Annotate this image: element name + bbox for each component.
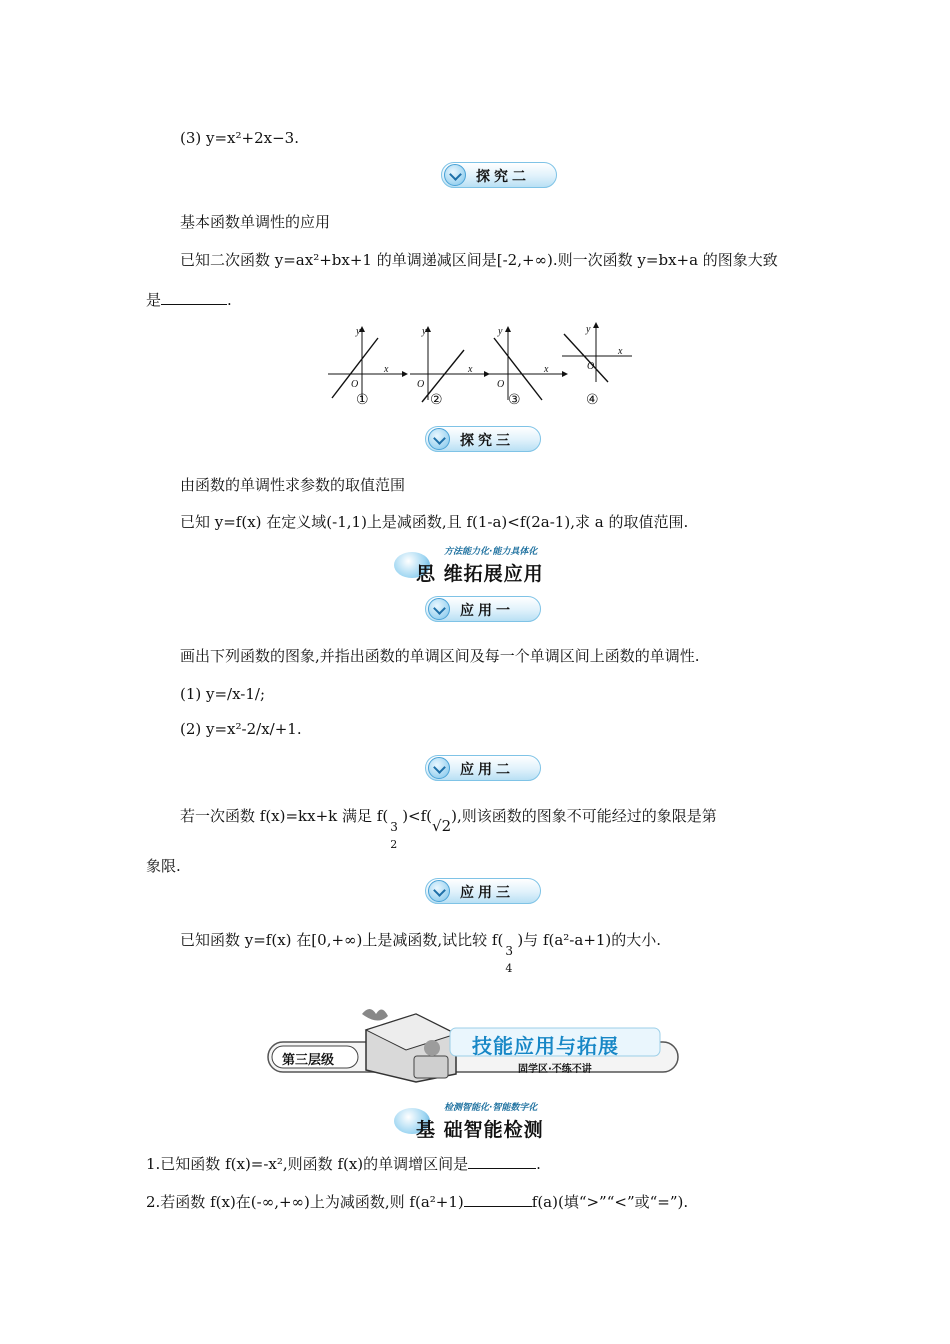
text-fragment: 1.已知函数 f(x)=-x²,则函数 f(x)的单调增区间是 (146, 1155, 469, 1173)
level-three-banner (266, 1000, 686, 1086)
banner-title-rest: 础智能检测 (443, 1119, 544, 1141)
question-text: 已知二次函数 y=ax²+bx+1 的单调递减区间是[-2,+∞).则一次函数 y=bx+a 的图象大致 (180, 251, 778, 269)
chevron-down-icon (428, 757, 450, 779)
chevron-down-icon (428, 880, 450, 902)
answer-blank[interactable] (161, 290, 227, 305)
section-header-label: 应用一 (460, 603, 514, 619)
banner-tagline: 检测智能化·智能数字化 (444, 1103, 538, 1113)
answer-blank[interactable] (468, 1154, 536, 1169)
banner-title (416, 1115, 544, 1142)
section-header-explore-3 (425, 426, 541, 452)
explore-item-3: (3) y=x²+2x−3. (180, 129, 299, 147)
text-fragment: 2.若函数 f(x)在(-∞,+∞)上为减函数,则 f(a²+1) (146, 1193, 464, 1211)
fraction-denominator: 2 (390, 838, 398, 851)
fraction-numerator: 3 (505, 944, 513, 958)
topic-title: 由函数的单调性求参数的取值范围 (180, 476, 406, 494)
question-text-cont (146, 290, 232, 310)
question-text (146, 1192, 688, 1212)
chevron-down-icon (428, 428, 450, 450)
axis-x-label: x (544, 364, 549, 375)
graph-label-2: ② (430, 392, 443, 408)
chevron-down-icon (444, 164, 466, 186)
text-fragment: 若一次函数 f(x)=kx+k 满足 f( (180, 807, 389, 825)
section-header-apply-1 (425, 596, 541, 622)
question-text: 已知 y=f(x) 在定义域(-1,1)上是减函数,且 f(1-a)<f(2a-1),求 a 的取值范围. (180, 513, 689, 531)
section-header-label: 探究二 (476, 169, 530, 185)
level-title: 技能应用与拓展 (472, 1034, 619, 1058)
graph-label-4: ④ (586, 392, 599, 408)
banner-basic-check (394, 1100, 564, 1140)
question-text: 画出下列函数的图象,并指出函数的单调区间及每一个单调区间上函数的单调性. (180, 647, 700, 665)
graph-option-1 (328, 326, 408, 400)
origin-label: O (587, 361, 595, 372)
section-header-label: 探究三 (460, 433, 514, 449)
axis-y-label: y (422, 326, 427, 337)
section-header-label: 应用三 (460, 885, 514, 901)
axis-y-label: y (586, 324, 591, 335)
graph-label-3: ③ (508, 392, 521, 408)
graph-label-1: ① (356, 392, 369, 408)
topic-title: 基本函数单调性的应用 (180, 213, 331, 231)
text-fragment: f(a)(填“>”“<”或“=”). (531, 1193, 689, 1211)
graph-option-3 (488, 326, 568, 400)
answer-blank[interactable] (464, 1192, 532, 1207)
origin-label: O (497, 379, 505, 390)
graph-option-2 (410, 326, 490, 402)
graph-option-4 (562, 322, 632, 382)
text-fragment: . (536, 1155, 541, 1173)
question-text (180, 930, 662, 975)
banner-title-first: 思 (416, 563, 437, 585)
fraction-denominator: 4 (505, 962, 513, 975)
text-fragment: )<f( (402, 807, 433, 825)
section-header-apply-3 (425, 878, 541, 904)
axis-x-label: x (384, 364, 389, 375)
line-graph-options (322, 322, 632, 408)
question-text (180, 806, 717, 851)
section-header-apply-2 (425, 755, 541, 781)
question-text (146, 1154, 541, 1174)
banner-title (416, 559, 544, 586)
banner-title-rest: 维拓展应用 (443, 563, 544, 585)
text-fragment: )与 f(a²-a+1)的大小. (517, 931, 662, 949)
banner-title-first: 基 (416, 1119, 437, 1141)
fraction-numerator: 3 (390, 820, 398, 834)
axis-y-label: y (356, 326, 361, 337)
question-text-cont: 象限. (146, 857, 181, 875)
sqrt-two: √2 (432, 817, 452, 835)
text-fragment: 已知函数 y=f(x) 在[0,+∞)上是减函数,试比较 f( (180, 931, 504, 949)
chevron-down-icon (428, 598, 450, 620)
origin-label: O (351, 379, 359, 390)
level-subtitle: 固学区·不练不讲 (518, 1064, 592, 1075)
axis-x-label: x (468, 364, 473, 375)
text-fragment: ),则该函数的图象不可能经过的象限是第 (451, 807, 717, 825)
section-header-label: 应用二 (460, 762, 514, 778)
sub-question: (2) y=x²-2/x/+1. (180, 720, 302, 738)
axis-x-label: x (618, 346, 623, 357)
text-fragment: . (227, 291, 232, 309)
text-fragment: 是 (146, 291, 162, 309)
banner-thinking-extension (394, 544, 564, 584)
section-header-explore-2 (441, 162, 557, 188)
axis-y-label: y (498, 326, 503, 337)
sub-question: (1) y=/x-1/; (180, 685, 266, 703)
level-label: 第三层级 (282, 1053, 335, 1068)
banner-tagline: 方法能力化·能力具体化 (444, 547, 538, 557)
origin-label: O (417, 379, 425, 390)
